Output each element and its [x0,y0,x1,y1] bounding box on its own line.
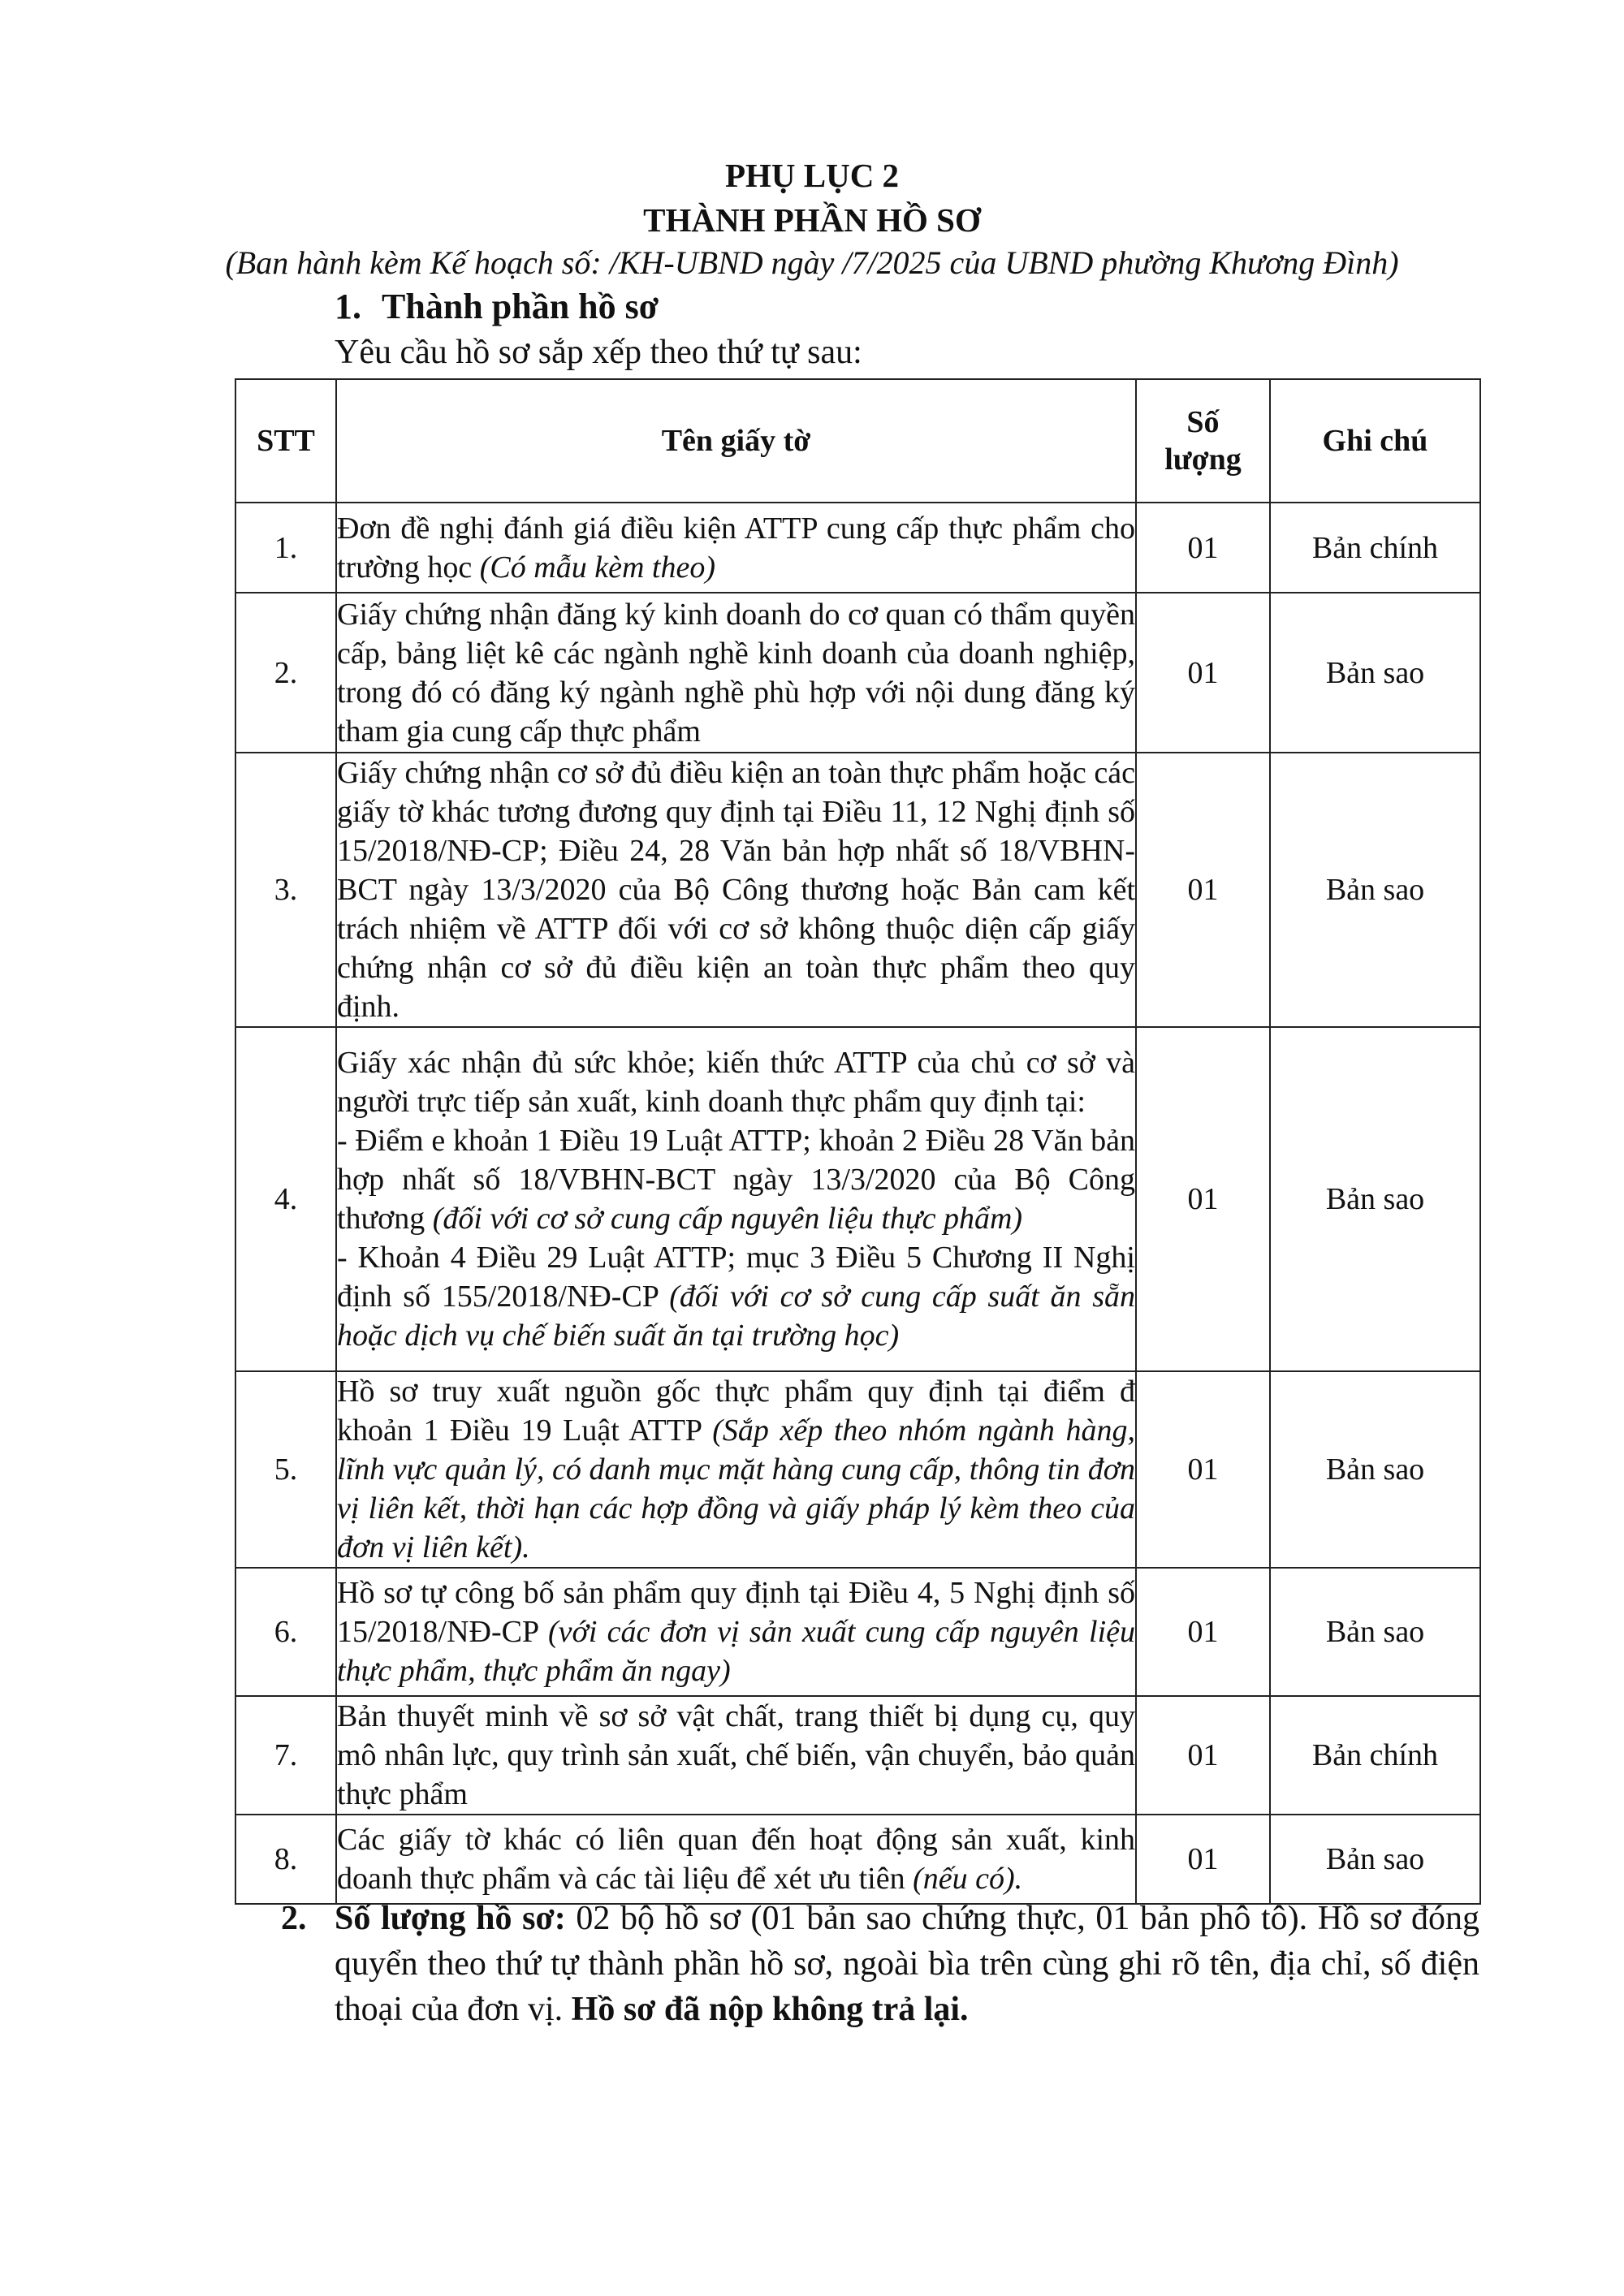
row-text-3: - Khoản 4 Điều 29 Luật ATTP; mục 3 Điều 5 Chương II Nghị định số 155/2018/NĐ-CP [337,1241,1135,1314]
row-quantity: 01 [1136,593,1270,753]
row-note: Bản sao [1270,1027,1480,1371]
row-text: Giấy xác nhận đủ sức khỏe; kiến thức ATTP của chủ cơ sở và người trực tiếp sản xuất, kinh doanh thực phẩm quy định tại: [337,1046,1135,1119]
row-italic-note-2: (đối với cơ sở cung cấp nguyên liệu thực phẩm) [432,1202,1023,1236]
row-quantity: 01 [1136,1027,1270,1371]
row-italic-note: (với các đơn vị sản xuất cung cấp nguyên liệu thực phẩm, thực phẩm ăn ngay) [337,1615,1135,1688]
row-note: Bản chính [1270,503,1480,593]
section-1-title: Thành phần hồ sơ [382,287,659,326]
row-quantity: 01 [1136,1815,1270,1904]
row-quantity: 01 [1136,1371,1270,1568]
row-document-name [336,1815,1136,1904]
row-stt: 7. [235,1696,336,1815]
row-text: Hồ sơ truy xuất nguồn gốc thực phẩm quy định tại điểm đ khoản 1 Điều 19 Luật ATTP [337,1375,1135,1448]
row-text: Giấy chứng nhận đăng ký kinh doanh do cơ quan có thẩm quyền cấp, bảng liệt kê các ngành nghề kinh doanh của doanh nghiệp, trong đó có đăng ký ngành nghề phù hợp với nội dung đăng ký tham gia cung cấp thực phẩm [337,597,1135,749]
row-italic-note-3: (đối với cơ sở cung cấp suất ăn sẵn hoặc dịch vụ chế biến suất ăn tại trường học) [337,1280,1135,1353]
row-quantity: 01 [1136,1568,1270,1696]
row-note: Bản sao [1270,1568,1480,1696]
row-note: Bản sao [1270,1371,1480,1568]
row-note: Bản sao [1270,753,1480,1027]
table-row [235,1568,1480,1696]
row-italic-note: (Có mẫu kèm theo) [479,550,715,585]
row-note: Bản sao [1270,593,1480,753]
row-document-name [336,503,1136,593]
row-document-name [336,593,1136,753]
row-text: Hồ sơ tự công bố sản phẩm quy định tại Điều 4, 5 Nghị định số 15/2018/NĐ-CP [337,1576,1135,1649]
row-note: Bản sao [1270,1815,1480,1904]
row-document-name [336,1027,1136,1371]
row-stt: 5. [235,1371,336,1568]
section-2-text: 02 bộ hồ sơ (01 bản sao chứng thực, 01 bản phô tô). Hồ sơ đóng quyển theo thứ tự thành phần hồ sơ, ngoài bìa trên cùng ghi rõ tên, địa chỉ, số điện thoại của đơn vị. [335,1900,1479,2028]
section-2-emphasis: Hồ sơ đã nộp không trả lại. [571,1991,969,2028]
section-1-intro: Yêu cầu hồ sơ sắp xếp theo thứ tự sau: [335,334,862,371]
section-2-label: Số lượng hồ sơ: [335,1900,566,1937]
row-note: Bản chính [1270,1696,1480,1815]
row-stt: 6. [235,1568,336,1696]
row-text: Các giấy tờ khác có liên quan đến hoạt động sản xuất, kinh doanh thực phẩm và các tài liệu để xét ưu tiên [337,1823,1135,1896]
appendix-title: PHỤ LỤC 2 [724,157,900,194]
row-text: Giấy chứng nhận cơ sở đủ điều kiện an toàn thực phẩm hoặc các giấy tờ khác tương đương quy định tại Điều 11, 12 Nghị định số 15/2018/NĐ-CP; Điều 24, 28 Văn bản hợp nhất số 18/VBHN-BCT ngày 13/3/2020 của Bộ Công thương hoặc Bản cam kết trách nhiệm về ATTP đối với cơ sở không thuộc diện cấp giấy chứng nhận cơ sở đủ điều kiện an toàn thực phẩm theo quy định. [337,756,1135,1024]
row-document-name [336,1696,1136,1815]
row-stt: 4. [235,1027,336,1371]
document-subtitle: (Ban hành kèm Kế hoạch số: /KH-UBND ngày /7/2025 của UBND phường Khương Đình) [225,244,1399,281]
table-row [235,1027,1480,1371]
row-quantity: 01 [1136,753,1270,1027]
table-row [235,503,1480,593]
section-2-number: 2. [281,1900,307,1937]
row-text: Đơn đề nghị đánh giá điều kiện ATTP cung cấp thực phẩm cho trường học [337,511,1135,585]
header-name: Tên giấy tờ [336,379,1136,503]
row-text: Bản thuyết minh về sơ sở vật chất, trang thiết bị dụng cụ, quy mô nhân lực, quy trình sản xuất, chế biến, vận chuyển, bảo quản thực phẩm [337,1699,1135,1811]
row-italic-note: (Sắp xếp theo nhóm ngành hàng, lĩnh vực quản lý, có danh mục mặt hàng cung cấp, thông tin đơn vị liên kết, thời hạn các hợp đồng và giấy pháp lý kèm theo của đơn vị liên kết). [337,1413,1135,1564]
row-quantity: 01 [1136,1696,1270,1815]
section-2-body [335,1896,1479,2032]
header-note: Ghi chú [1270,379,1480,503]
row-document-name [336,1568,1136,1696]
row-stt: 1. [235,503,336,593]
table-row [235,1371,1480,1568]
header-quantity [1136,379,1270,503]
header-stt: STT [235,379,336,503]
table-header-row [235,379,1480,503]
row-quantity: 01 [1136,503,1270,593]
row-stt: 8. [235,1815,336,1904]
table-row [235,753,1480,1027]
row-italic-note: (nếu có). [913,1862,1023,1896]
header-quantity-line1: Số [1186,405,1220,439]
header-quantity-line2: lượng [1164,442,1242,477]
row-stt: 3. [235,753,336,1027]
section-2-paragraph [281,1896,1479,2028]
table-row [235,1696,1480,1815]
section-1-number: 1. [335,287,361,326]
row-stt: 2. [235,593,336,753]
row-text-2: - Điểm e khoản 1 Điều 19 Luật ATTP; khoản 2 Điều 28 Văn bản hợp nhất số 18/VBHN-BCT ngày 13/3/2020 của Bộ Công thương [337,1124,1135,1236]
row-document-name [336,753,1136,1027]
document-title: THÀNH PHẦN HỒ SƠ [643,201,981,239]
table-row [235,593,1480,753]
documents-table [235,378,1481,1905]
section-1-heading [335,286,659,327]
table-row [235,1815,1480,1904]
row-document-name [336,1371,1136,1568]
